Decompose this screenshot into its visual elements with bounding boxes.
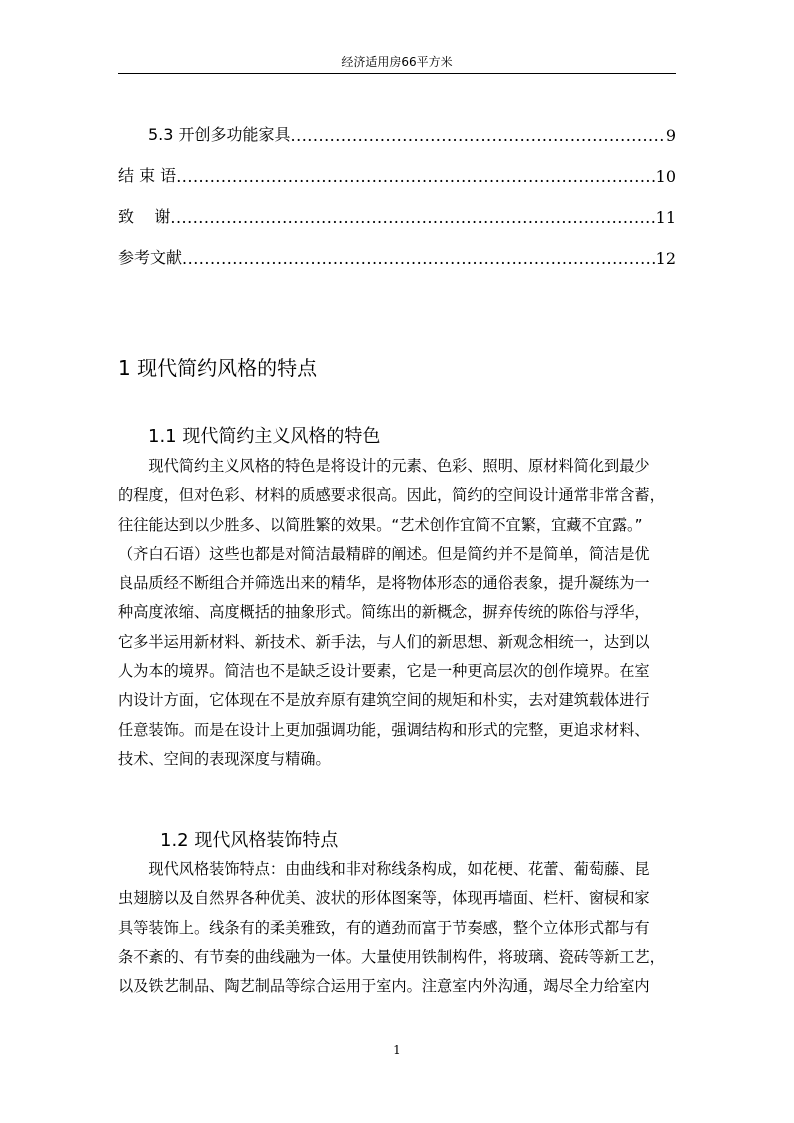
toc-entry-page: 9	[665, 126, 676, 145]
text-line: 条不紊的、有节奏的曲线融为一体。大量使用铁制构件，将玻璃、瓷砖等新工艺，	[118, 947, 665, 966]
text-line: 具等装饰上。线条有的柔美雅致，有的遒劲而富于节奏感，整个立体形式都与有	[118, 918, 650, 937]
running-header: 经济适用房66平方米	[341, 55, 453, 69]
table-of-contents	[118, 104, 676, 268]
text-line: 的程度，但对色彩、材料的质感要求很高。因此，简约的空间设计通常非常含蓄，	[118, 486, 665, 505]
body-paragraph	[118, 855, 676, 1001]
text-line: 任意装饰。而是在设计上更加强调功能，强调结构和形式的完整，更追求材料、	[118, 720, 650, 739]
text-line: （齐白石语）这些也都是对简洁最精辟的阐述。但是简约并不是简单，简洁是优	[118, 544, 650, 563]
body-paragraph	[118, 452, 676, 774]
toc-leader-dots	[170, 208, 655, 227]
toc-entry[interactable]	[118, 227, 676, 268]
toc-entry[interactable]	[118, 104, 676, 145]
text-line: 现代简约主义风格的特色是将设计的元素、色彩、照明、原材料简化到最少	[118, 457, 650, 475]
toc-entry[interactable]	[118, 145, 676, 186]
text-line: 种高度浓缩、高度概括的抽象形式。简练出的新概念，摒弃传统的陈俗与浮华，	[118, 603, 650, 622]
toc-entry-page: 12	[655, 249, 676, 268]
page-number: 1	[393, 1043, 401, 1057]
toc-entry[interactable]	[118, 186, 676, 227]
text-line: 它多半运用新材料、新技术、新手法，与人们的新思想、新观念相统一，达到以	[118, 632, 650, 651]
section-heading: 1 现代简约风格的特点	[118, 356, 318, 380]
toc-leader-dots	[291, 126, 666, 145]
subsection-heading: 1.2 现代风格装饰特点	[160, 830, 339, 851]
toc-entry-label: 结 束 语	[118, 166, 177, 185]
text-line: 以及铁艺制品、陶艺制品等综合运用于室内。注意室内外沟通，竭尽全力给室内	[118, 977, 650, 996]
subsection-heading: 1.1 现代简约主义风格的特色	[148, 426, 381, 447]
text-line: 良品质经不断组合并筛选出来的精华，是将物体形态的通俗表象，提升凝练为一	[118, 574, 650, 593]
toc-entry-label: 致 谢	[118, 207, 171, 226]
text-line: 虫翅膀以及自然界各种优美、波状的形体图案等，体现再墙面、栏杆、窗棂和家	[118, 889, 650, 908]
text-line: 内设计方面，它体现在不是放弃原有建筑空间的规矩和朴实，去对建筑载体进行	[118, 691, 650, 710]
toc-entry-page: 11	[655, 208, 676, 227]
header-rule	[118, 73, 676, 74]
text-line: 现代风格装饰特点：由曲线和非对称线条构成，如花梗、花蕾、葡萄藤、昆	[118, 860, 650, 878]
text-line: 人为本的境界。简洁也不是缺乏设计要素，它是一种更高层次的创作境界。在室	[118, 662, 650, 681]
text-line: 技术、空间的表现深度与精确。	[118, 749, 331, 768]
toc-leader-dots	[182, 249, 656, 268]
toc-leader-dots	[176, 167, 655, 186]
toc-entry-label: 5.3 开创多功能家具	[148, 125, 291, 144]
toc-entry-page: 10	[655, 167, 676, 186]
toc-entry-label: 参考文献	[118, 248, 183, 267]
text-line: 往往能达到以少胜多、以简胜繁的效果。“艺术创作宜简不宜繁，宜藏不宜露。”	[118, 515, 643, 534]
